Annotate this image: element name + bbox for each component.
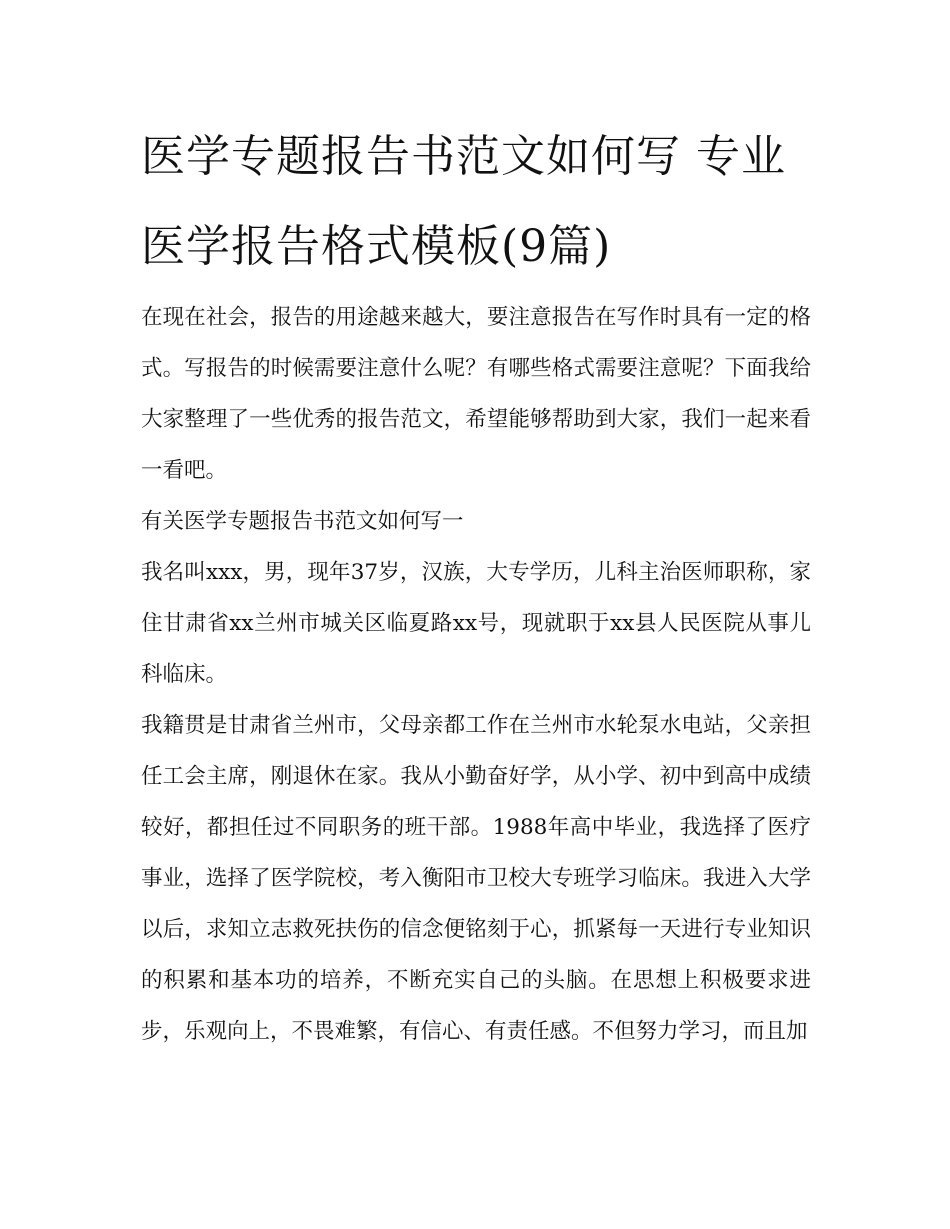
document-title: 医学专题报告书范文如何写 专业医学报告格式模板(9篇): [141, 131, 786, 272]
section-heading: 有关医学专题报告书范文如何写一: [141, 509, 464, 534]
intro-paragraph: 在现在社会，报告的用途越来越大，要注意报告在写作时具有一定的格式。写报告的时候需要注意什么呢？有哪些格式需要注意呢？下面我给大家整理了一些优秀的报告范文，希望能够帮助到大家，我们一起来看一看吧。: [141, 305, 811, 483]
document-page: [141, 112, 811, 1057]
body-paragraph: 我名叫xxx，男，现年37岁，汉族，大专学历，儿科主治医师职称，家住甘肃省xx兰州市城关区临夏路xx号，现就职于xx县人民医院从事儿科临床。: [141, 560, 811, 687]
body-paragraph: 我籍贯是甘肃省兰州市，父母亲都工作在兰州市水轮泵水电站，父亲担任工会主席，刚退休在家。我从小勤奋好学，从小学、初中到高中成绩较好，都担任过不同职务的班干部。1988年高中毕业，我选择了医疗事业，选择了医学院校，考入衡阳市卫校大专班学习临床。我进入大学以后，求知立志救死扶伤的信念便铭刻于心，抓紧每一天进行专业知识的积累和基本功的培养，不断充实自己的头脑。在思想上积极要求进步，乐观向上，不畏难繁，有信心、有责任感。不但努力学习，而且加: [141, 713, 811, 1044]
